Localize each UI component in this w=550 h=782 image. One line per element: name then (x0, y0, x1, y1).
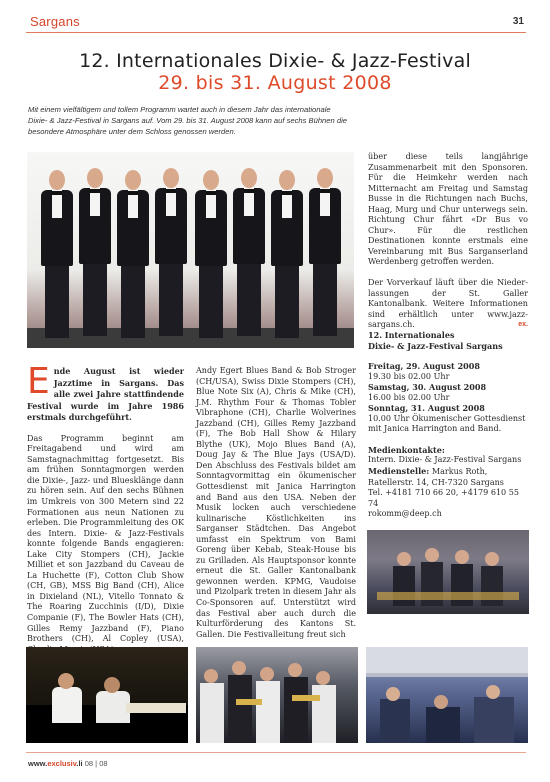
contact-address: Ratellerstr. 14, CH-7320 Sargans (368, 477, 504, 487)
magazine-brand (28, 759, 83, 768)
schedule-day: Freitag, 29. August 2008 (368, 361, 480, 372)
contacts-heading: Medienkontakte: (368, 444, 445, 455)
band-group-photo (27, 152, 354, 348)
header-divider (26, 32, 526, 33)
schedule-day: Samstag, 30. August 2008 (368, 382, 487, 393)
brand-prefix: www. (28, 759, 48, 768)
festival-info-box (368, 330, 528, 520)
brand-suffix: .li (76, 759, 83, 768)
pianist-photo (26, 647, 188, 743)
issue-number: 08 | 08 (84, 759, 108, 768)
footer (28, 759, 108, 768)
body-paragraph: Das Programm beginnt am Freitagabend und wird am Samstagnachmittag fortgesetzt. Bis am frühen Sonntagmorgen werden die Dixie-, Jazz- und Bluesklänge dann zu hören sein. Auf den sechs Bühnen im Umkreis von 300 Metern sind 22 Formationen aus neun Nationen zu erleben. Die Programmleitung des OK des Intern. Dixie- & Jazz-Festivals konnte folgende Bands engagieren: Lake City Stompers (CH), Jackie Milliet et son Jazzband du Caveau de La Huchette (F), Cotton Club Show (CH, GB), MSS Big Band (CH), Alice in Dixieland (NL), Vitello Tonnato & The Roaring Zucchinis (I/D), Dixie Companie (F), The Bowler Hats (CH), Gilles Remy Jazzband (F), Piano Brothers (CH), Al Copley (USA), (27, 433, 184, 644)
contact-org: Intern. Dixie- & Jazz-Festival Sargans (368, 455, 522, 465)
schedule-time: 16.00 bis 02.00 Uhr (368, 392, 450, 402)
brand-name: exclusiv (47, 759, 77, 768)
body-paragraph: Andy Egert Blues Band & Bob Stroger (CH/USA), Swiss Dixie Stompers (CH), Blue Note Six (A), Chris & Mike (CH), J.M. Rhythm Four & Thomas Tobler Vibraphone (CH), Charlie Wolverines Jazzband (CH), Gilles Remy Jazzband (F), The Bob Hall Show & Hilary Blythe (UK), Mojo Blues Band (A), Doug Jay & The Blue Jays (USA/D). Den Abschluss des Festivals bildet am Sonntagvormittag ein ökumenischer Gottesdienst mit Janica Harrington and Band aus den USA. Neben der Musik locken auch verschiedene kulinarische Köstlichkeiten ins Sarganser Städtchen. Das Angebot umfasst ein Spektrum von Bami Goreng über Kebab, Steak-House bis zu Grilladen. Als Hauptsponsor konnte erneut die St. Galler Kantonalbank gewonnen werden. KPMG, Vaudoise und Pizolpark treten in diesem Jahr als Co-Sponsoren auf. Unterstützt wird das Festival aber auch durch die Kulturförderung des Kantons St. Gallen. Die Festivalleitung freut sich (196, 366, 356, 639)
page-number: 31 (512, 16, 524, 27)
author-sign: ex. (518, 321, 528, 329)
schedule-day: Sonntag, 31. August 2008 (368, 403, 485, 414)
festival-tent-photo (366, 647, 528, 743)
info-heading: Dixie- & Jazz-Festival Sargans (368, 340, 503, 351)
media-label: Medienstelle: (368, 466, 430, 477)
article-column-2 (196, 366, 356, 650)
article-column-3 (368, 152, 528, 331)
article-intro: Mit einem vielfältigem und tollem Programm wartet auch in diesem Jahr das internationale Dixie- & Jazz-Festival in Sargans auf. Vom 29. bis 31. August 2008 kann auf sechs Bühnen die besondere Atmosphäre unter dem Schloss genossen werden. (28, 105, 347, 136)
body-paragraph: Der Vorverkauf läuft über die Niederlassungen der St. Galler Kantonalbank. Weitere Informationen sind erhältlich unter www.jazz-sargans.ch. (368, 278, 528, 330)
body-paragraph: über diese teils langjährige Zusammenarbeit mit den Sponsoren. Für die Heimkehr werden nach Mitternacht am Freitag und Samstag Busse in die Richtungen nach Buchs, Haag, Murg und Chur unterwegs sein. Richtung Chur fährt «Dr Bus vo Chur». Für die restlichen Destinationen konnte erstmals eine Vereinbarung mit Bus Sarganserland Werdenberg getroffen werden. (368, 152, 528, 267)
lead-paragraph: nde August ist wieder Jazztime in Sargans. Das alle zwei Jahre stattfindende Festival wurde im Jahre 1986 erstmals durchgeführt. (27, 366, 184, 423)
article-title: 12. Internationales Dixie- & Jazz-Festival (79, 50, 471, 72)
brass-band-photo (367, 530, 529, 614)
article-column-1 (27, 361, 184, 665)
brass-musicians-photo (196, 647, 358, 743)
footer-divider (26, 752, 526, 753)
info-heading: 12. Internationales (368, 330, 455, 340)
media-person: Markus Roth, (431, 467, 488, 477)
contact-phone: Tel. +4181 710 66 20, +4179 610 55 74 (368, 488, 519, 508)
dropcap: E (27, 361, 50, 402)
schedule-time: 19.30 bis 02.00 Uhr (368, 371, 450, 381)
schedule-detail: 10.00 Uhr Ökumenischer Gottesdienst mit Janica Harrington and Band. (368, 413, 526, 434)
contact-email: rokomm@deep.ch (368, 509, 442, 519)
section-label: Sargans (30, 14, 80, 29)
article-subtitle: 29. bis 31. August 2008 (158, 72, 392, 94)
